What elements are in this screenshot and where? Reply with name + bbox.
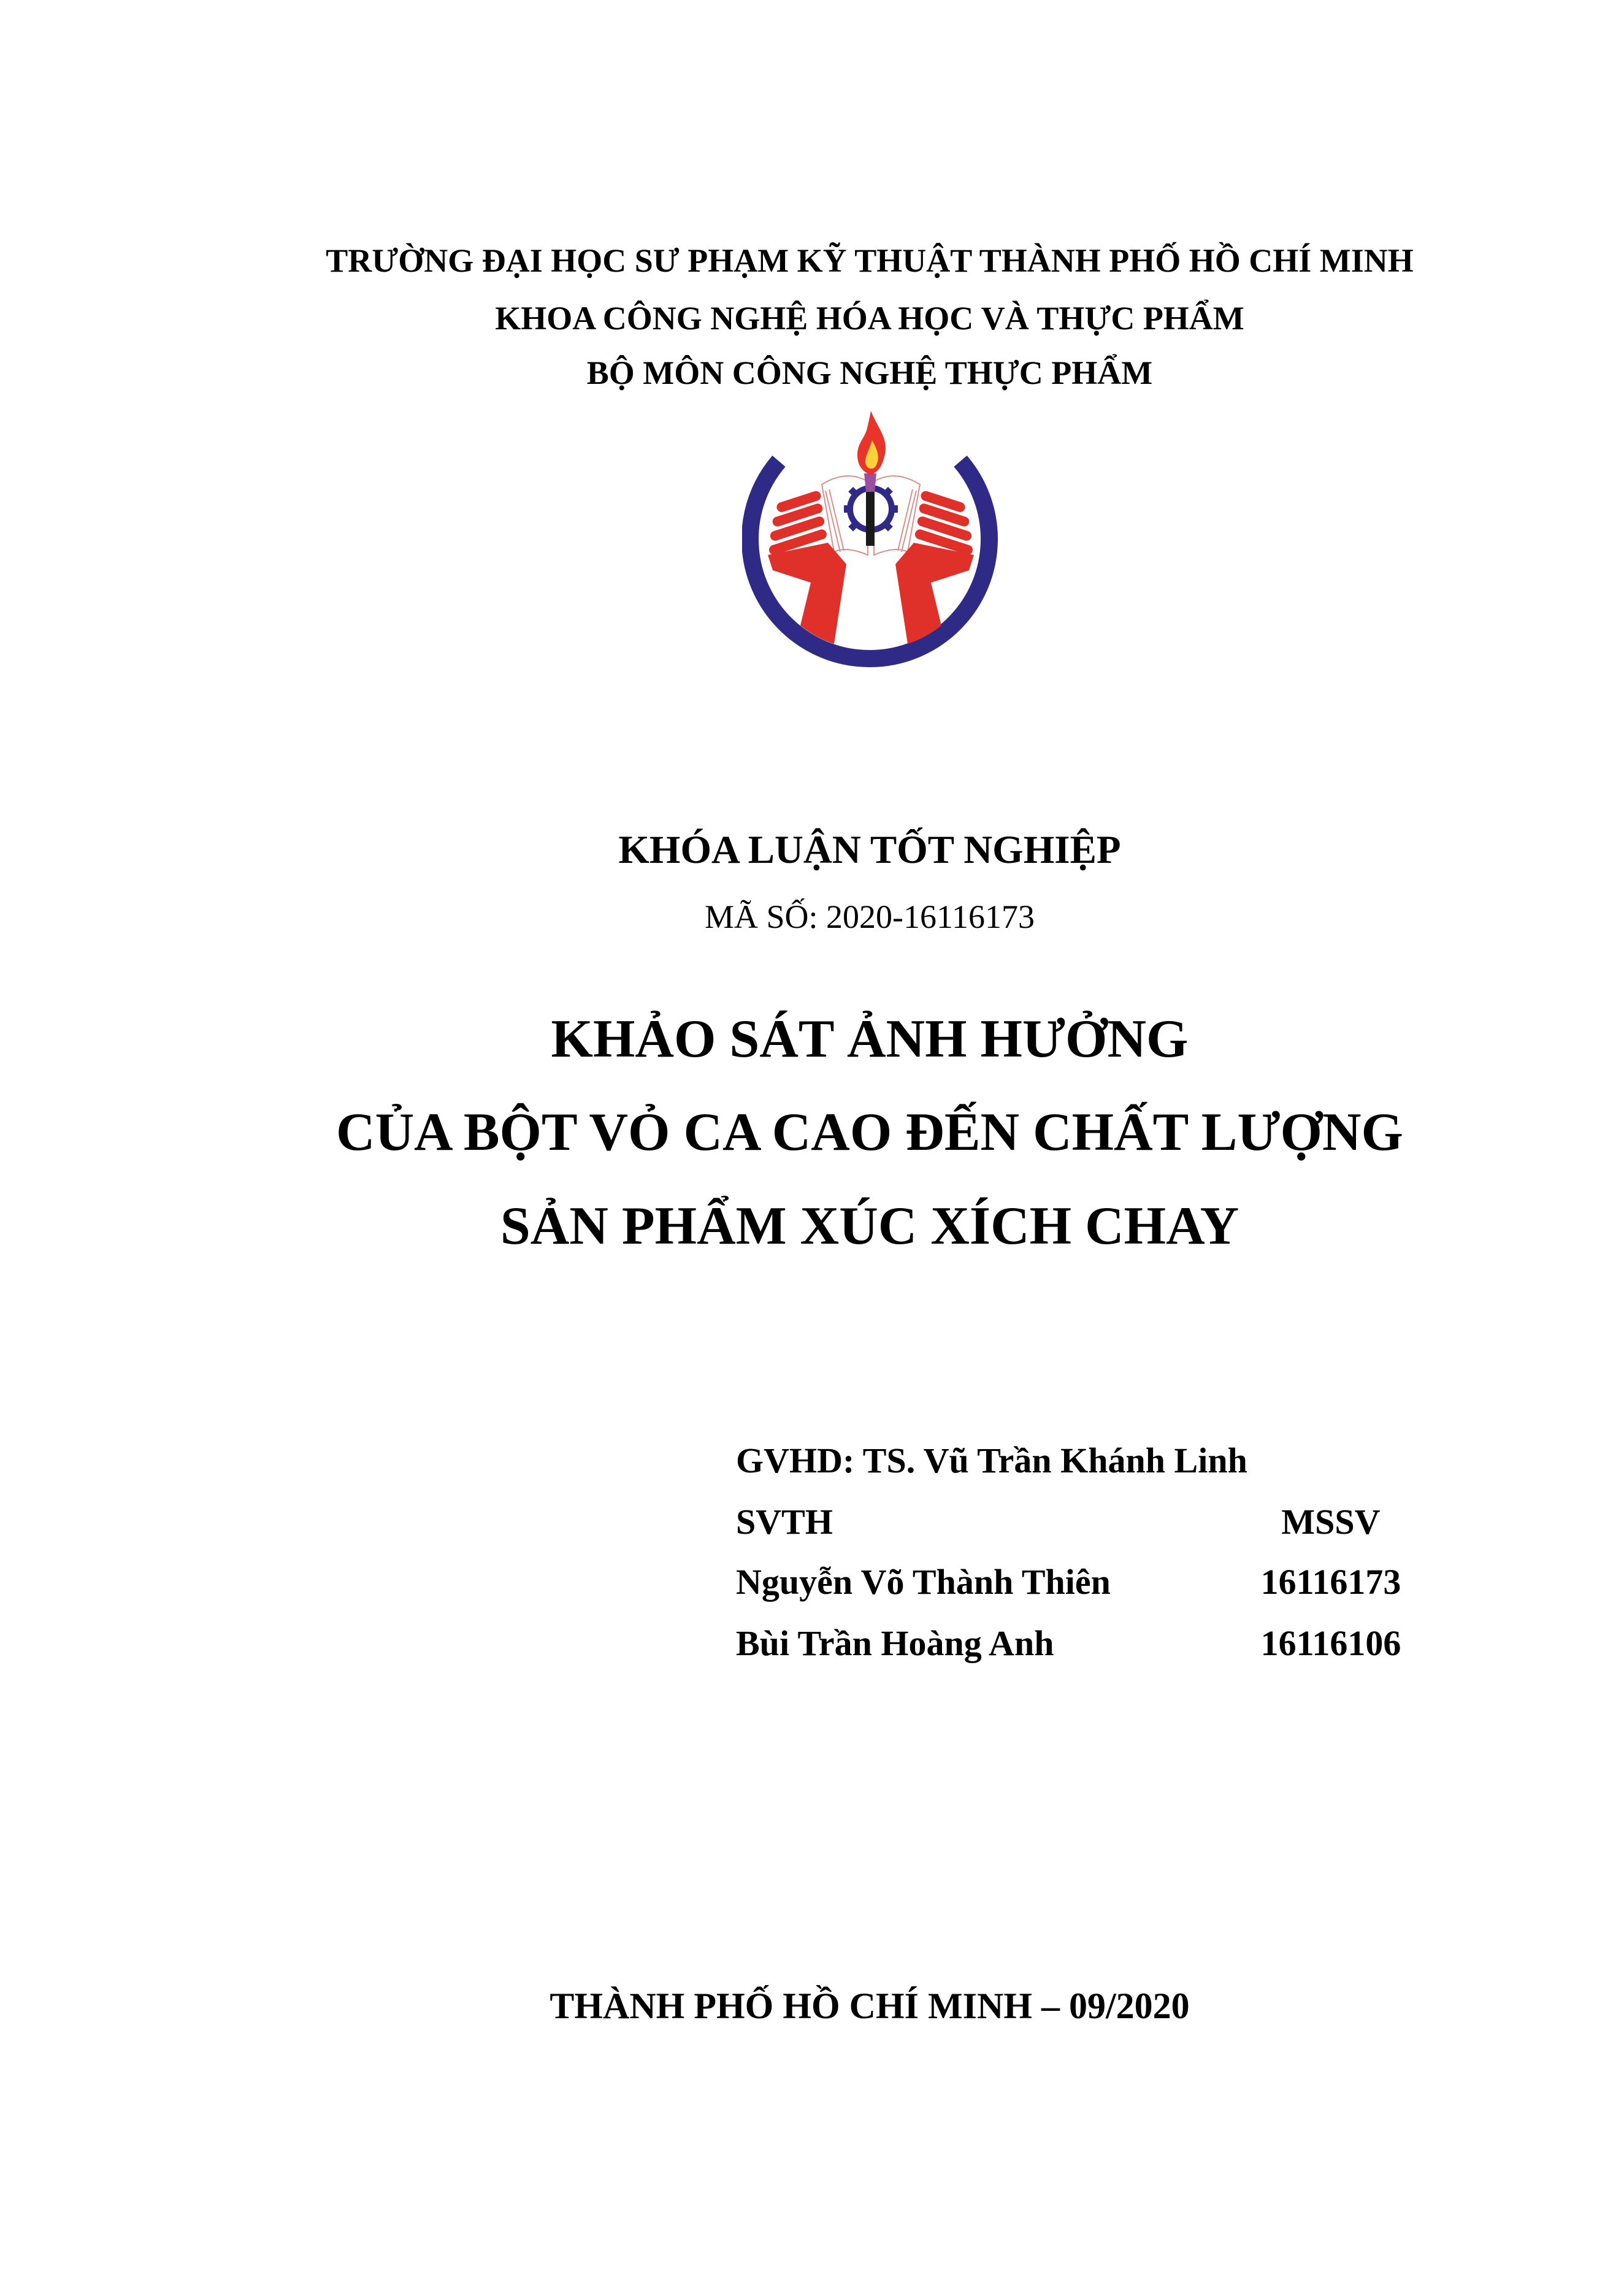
students-header: SVTH [736, 1502, 833, 1542]
place-date: THÀNH PHỐ HỒ CHÍ MINH – 09/2020 [550, 1986, 1190, 2026]
thesis-title-line-1: KHẢO SÁT ẢNH HƯỞNG [551, 1009, 1189, 1069]
department-name: BỘ MÔN CÔNG NGHỆ THỰC PHẨM [586, 354, 1153, 391]
advisor-row [736, 1443, 1398, 1480]
student-id-header: MSSV [1281, 1502, 1381, 1542]
student-name: Bùi Trần Hoàng Anh [736, 1623, 1054, 1663]
faculty-name: KHOA CÔNG NGHỆ HÓA HỌC VÀ THỰC PHẨM [495, 300, 1244, 337]
student-row [736, 1623, 1401, 1663]
student-id: 16116173 [1260, 1562, 1401, 1602]
university-name: TRƯỜNG ĐẠI HỌC SƯ PHẠM KỸ THUẬT THÀNH PHỐ HỒ CHÍ MINH [326, 242, 1414, 279]
thesis-code: MÃ SỐ: 2020-16116173 [704, 898, 1035, 935]
students-header-row [736, 1504, 1398, 1541]
thesis-type: KHÓA LUẬN TỐT NGHIỆP [618, 828, 1121, 872]
student-name: Nguyễn Võ Thành Thiên [736, 1562, 1111, 1602]
university-logo-icon [742, 405, 1000, 675]
student-row [736, 1562, 1401, 1602]
thesis-title-line-2: CỦA BỘT VỎ CA CAO ĐẾN CHẤT LƯỢNG [336, 1103, 1403, 1162]
thesis-title-line-3: SẢN PHẨM XÚC XÍCH CHAY [500, 1196, 1239, 1256]
advisor-label: GVHD: TS. Vũ Trần Khánh Linh [736, 1441, 1247, 1480]
student-id: 16116106 [1260, 1623, 1401, 1663]
